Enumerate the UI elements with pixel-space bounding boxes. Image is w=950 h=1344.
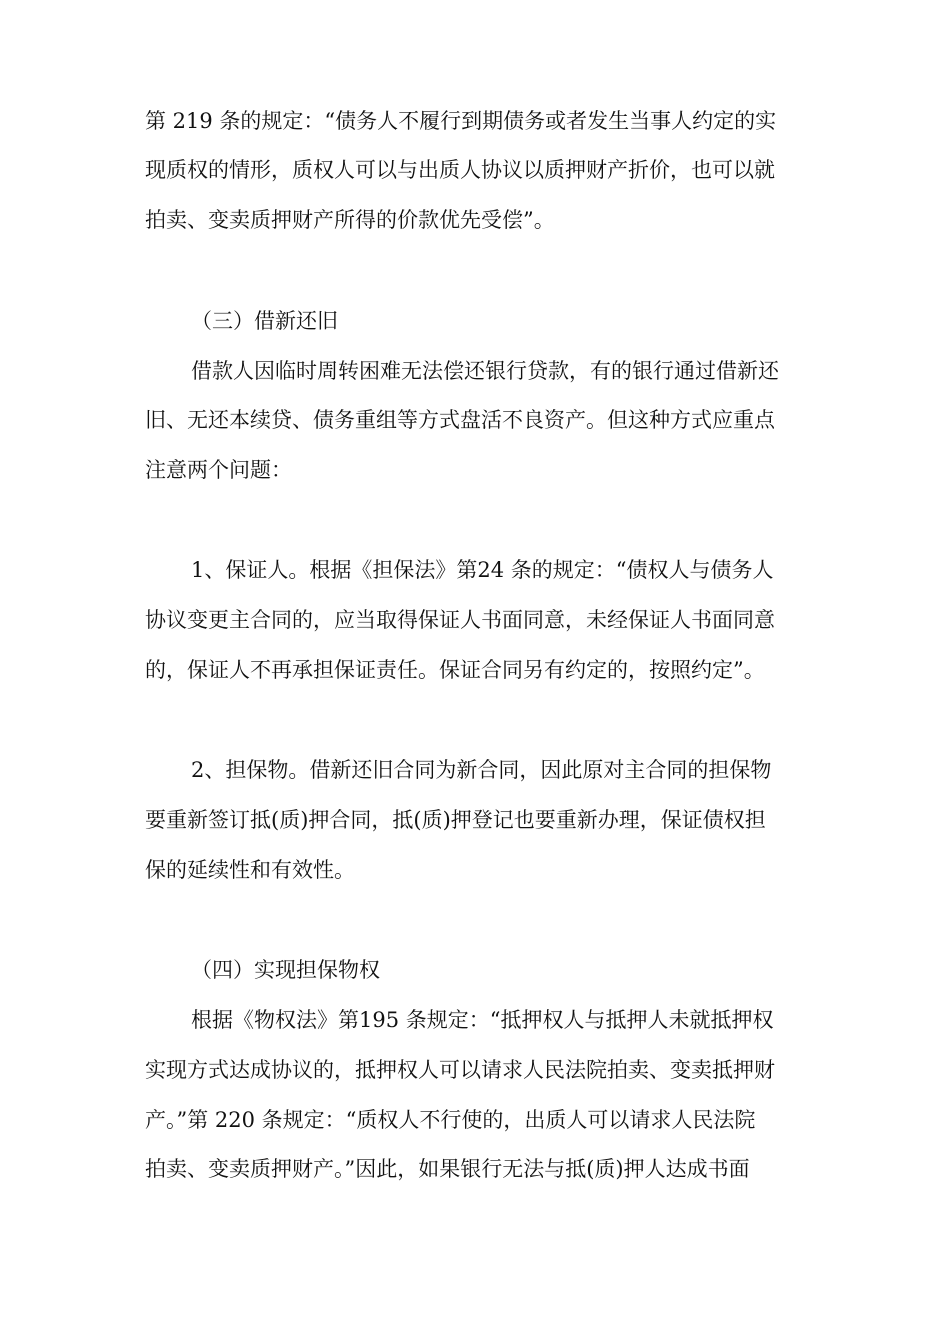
paragraph-line: 第 219 条的规定：“债务人不履行到期债务或者发生当事人约定的实 [145, 109, 777, 133]
paragraph-line: 要重新签订抵(质)押合同，抵(质)押登记也要重新办理，保证债权担 [145, 808, 766, 832]
paragraph-line: 拍卖、变卖质押财产所得的价款优先受偿”。 [145, 208, 555, 232]
paragraph-line: 拍卖、变卖质押财产。”因此，如果银行无法与抵(质)押人达成书面 [145, 1157, 750, 1181]
section-heading: （四）实现担保物权 [191, 958, 380, 982]
section-heading: （三）借新还旧 [191, 309, 338, 333]
paragraph-line: 1、保证人。根据《担保法》第24 条的规定：“债权人与债务人 [191, 558, 774, 582]
paragraph-line: 2、担保物。借新还旧合同为新合同，因此原对主合同的担保物 [191, 758, 772, 782]
paragraph-line: 协议变更主合同的，应当取得保证人书面同意，未经保证人书面同意 [145, 608, 775, 632]
paragraph-line: 产。”第 220 条规定：“质权人不行使的，出质人可以请求人民法院 [145, 1108, 756, 1132]
paragraph-line: 根据《物权法》第195 条规定：“抵押权人与抵押人未就抵押权 [191, 1008, 774, 1032]
paragraph-line: 借款人因临时周转困难无法偿还银行贷款，有的银行通过借新还 [191, 359, 779, 383]
paragraph-line: 现质权的情形，质权人可以与出质人协议以质押财产折价，也可以就 [145, 158, 775, 182]
paragraph-line: 的，保证人不再承担保证责任。保证合同另有约定的，按照约定”。 [145, 658, 765, 682]
paragraph-line: 保的延续性和有效性。 [145, 858, 355, 882]
paragraph-line: 旧、无还本续贷、债务重组等方式盘活不良资产。但这种方式应重点 [145, 408, 775, 432]
paragraph-line: 注意两个问题： [145, 458, 292, 482]
paragraph-line: 实现方式达成协议的，抵押权人可以请求人民法院拍卖、变卖抵押财 [145, 1058, 775, 1082]
